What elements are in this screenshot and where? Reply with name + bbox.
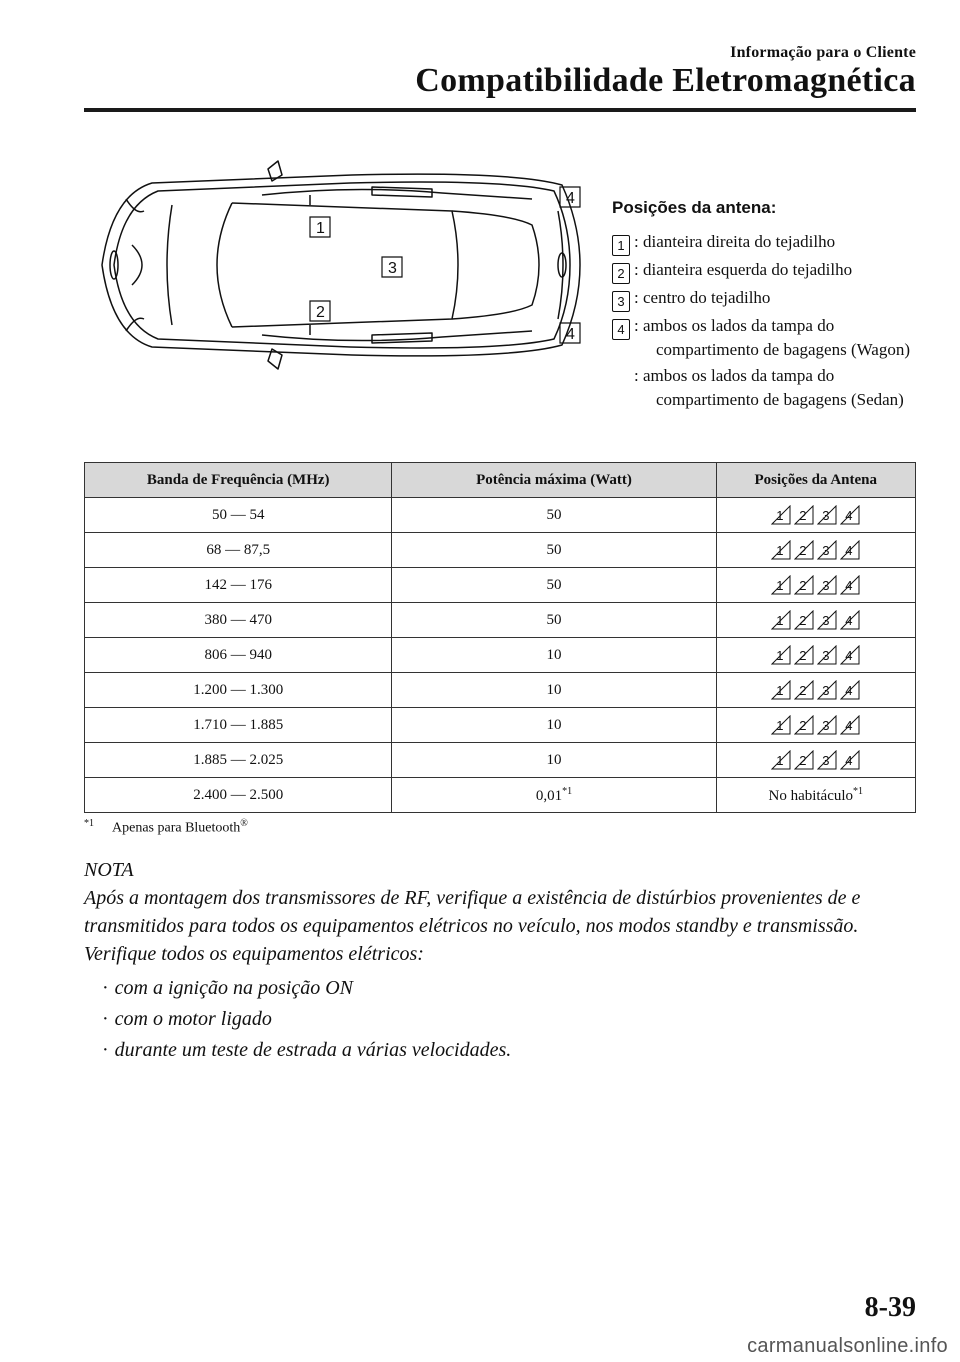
table-row	[85, 673, 916, 708]
table-row	[85, 498, 916, 533]
legend-text: : ambos os lados da tampa do compartimento de bagagens (Sedan)	[634, 366, 904, 409]
diagram-marker-4-bottom	[560, 323, 580, 343]
cell-power: 10	[392, 708, 716, 743]
cell-power: 10	[392, 673, 716, 708]
cell-band: 1.710 — 1.885	[85, 708, 392, 743]
position-marker-1-icon: 1	[771, 750, 791, 770]
list-item: · com o motor ligado	[102, 1008, 272, 1030]
column-header: Potência máxima (Watt)	[392, 463, 716, 498]
diagram-marker-2	[310, 301, 330, 321]
cell-band: 50 — 54	[85, 498, 392, 533]
cell-band: 68 — 87,5	[85, 533, 392, 568]
marker-4-icon: 4	[612, 319, 630, 340]
marker-1-icon: 1	[612, 235, 630, 256]
position-marker-2-icon: 2	[794, 680, 814, 700]
diagram-marker-1	[310, 217, 330, 237]
frequency-table	[84, 462, 916, 813]
position-marker-2-icon: 2	[794, 715, 814, 735]
footnote-ref: *1	[562, 785, 573, 797]
position-marker-4-icon: 4	[840, 750, 860, 770]
svg-text:4: 4	[566, 326, 575, 343]
cell-band: 380 — 470	[85, 603, 392, 638]
position-marker-1-icon: 1	[771, 680, 791, 700]
cell-band: 142 — 176	[85, 568, 392, 603]
svg-text:2: 2	[316, 304, 325, 321]
cell-positions	[716, 568, 915, 603]
position-marker-4-icon: 4	[840, 645, 860, 665]
position-marker-3-icon: 3	[817, 505, 837, 525]
table-header-row	[85, 463, 916, 498]
legend-text: : ambos os lados da tampa do compartimento de bagagens (Wagon)	[634, 316, 911, 359]
nota-title: NOTA	[84, 859, 134, 881]
cell-positions	[716, 708, 915, 743]
position-marker-1-icon: 1	[771, 715, 791, 735]
position-marker-3-icon: 3	[817, 645, 837, 665]
bullet-icon: ·	[102, 1039, 109, 1061]
position-marker-4-icon: 4	[840, 540, 860, 560]
marker-2-icon: 2	[612, 263, 630, 284]
cell-power: 50	[392, 603, 716, 638]
car-top-view-diagram	[92, 155, 592, 375]
position-marker-3-icon: 3	[817, 540, 837, 560]
position-marker-2-icon: 2	[794, 540, 814, 560]
page-number: 8-39	[864, 1292, 916, 1323]
legend-text: : centro do tejadilho	[634, 288, 771, 307]
nota-paragraph: Após a montagem dos transmissores de RF, verifique a existência de distúrbios provenientes de e transmitidos para todos os equipamentos elétricos no veículo, nos modos standby e transmissão.	[84, 887, 861, 937]
position-marker-2-icon: 2	[794, 505, 814, 525]
section-label: Informação para o Cliente	[730, 44, 916, 61]
car-outline	[102, 161, 580, 369]
table-row	[85, 568, 916, 603]
position-marker-1-icon: 1	[771, 505, 791, 525]
position-marker-3-icon: 3	[817, 715, 837, 735]
cell-band: 1.885 — 2.025	[85, 743, 392, 778]
cell-power: 10	[392, 638, 716, 673]
marker-3-icon: 3	[612, 291, 630, 312]
nota-paragraph: Verifique todos os equipamentos elétricos:	[84, 943, 424, 965]
cell-band: 2.400 — 2.500	[85, 778, 392, 813]
position-marker-4-icon: 4	[840, 715, 860, 735]
position-marker-1-icon: 1	[771, 540, 791, 560]
diagram-marker-4-top	[560, 187, 580, 207]
diagram-marker-3	[382, 257, 402, 277]
cell-power: 50	[392, 568, 716, 603]
table-row	[85, 743, 916, 778]
position-marker-1-icon: 1	[771, 575, 791, 595]
bullet-icon: ·	[102, 1008, 109, 1030]
bullet-icon: ·	[102, 977, 109, 999]
cell-positions	[716, 743, 915, 778]
header-rule	[84, 108, 916, 112]
position-marker-1-icon: 1	[771, 645, 791, 665]
chapter-title: Compatibilidade Eletromagnética	[415, 62, 916, 99]
svg-text:3: 3	[388, 260, 397, 277]
registered-sign: ®	[240, 818, 248, 829]
legend-item-3	[612, 286, 932, 312]
position-marker-2-icon: 2	[794, 750, 814, 770]
legend-text: : dianteira esquerda do tejadilho	[634, 260, 853, 279]
position-marker-3-icon: 3	[817, 575, 837, 595]
cell-power: 50	[392, 498, 716, 533]
legend-item-2	[612, 258, 932, 284]
position-marker-3-icon: 3	[817, 680, 837, 700]
position-marker-4-icon: 4	[840, 505, 860, 525]
position-marker-4-icon: 4	[840, 575, 860, 595]
position-marker-2-icon: 2	[794, 645, 814, 665]
table-row	[85, 708, 916, 743]
legend-text: : dianteira direita do tejadilho	[634, 232, 836, 251]
cell-positions	[716, 498, 915, 533]
cell-power: 50	[392, 533, 716, 568]
cell-positions: No habitáculo$^{*1}$	[716, 778, 915, 813]
cell-band: 1.200 — 1.300	[85, 673, 392, 708]
table-row	[85, 778, 916, 813]
antenna-legend	[612, 196, 932, 414]
legend-item-4	[612, 314, 932, 362]
list-item: · com a ignição na posição ON	[102, 977, 353, 999]
position-marker-3-icon: 3	[817, 610, 837, 630]
position-marker-4-icon: 4	[840, 680, 860, 700]
column-header: Banda de Frequência (MHz)	[85, 463, 392, 498]
table-row	[85, 603, 916, 638]
cell-positions	[716, 673, 915, 708]
svg-text:1: 1	[316, 220, 325, 237]
position-marker-2-icon: 2	[794, 610, 814, 630]
position-marker-1-icon: 1	[771, 610, 791, 630]
table-row	[85, 638, 916, 673]
nota-list	[102, 974, 920, 1064]
footnote-mark: *1	[84, 818, 94, 829]
svg-text:4: 4	[566, 190, 575, 207]
position-marker-3-icon: 3	[817, 750, 837, 770]
nota-section	[84, 856, 920, 1067]
list-item: · durante um teste de estrada a várias velocidades.	[102, 1039, 512, 1061]
footnote-text: Apenas para Bluetooth	[112, 820, 241, 836]
table-footnote	[84, 818, 248, 837]
legend-item-1	[612, 230, 932, 256]
watermark: carmanualsonline.info	[747, 1335, 948, 1357]
column-header: Posições da Antena	[716, 463, 915, 498]
cell-positions	[716, 533, 915, 568]
legend-title: Posições da antena:	[612, 198, 777, 217]
cell-power: 10	[392, 743, 716, 778]
cell-positions	[716, 603, 915, 638]
cell-positions	[716, 638, 915, 673]
footnote-ref: *1	[853, 785, 864, 797]
legend-item-5	[612, 364, 932, 412]
cell-band: 806 — 940	[85, 638, 392, 673]
cell-power: 0,01$^{*1}$	[392, 778, 716, 813]
position-marker-2-icon: 2	[794, 575, 814, 595]
position-marker-4-icon: 4	[840, 610, 860, 630]
table-row	[85, 533, 916, 568]
